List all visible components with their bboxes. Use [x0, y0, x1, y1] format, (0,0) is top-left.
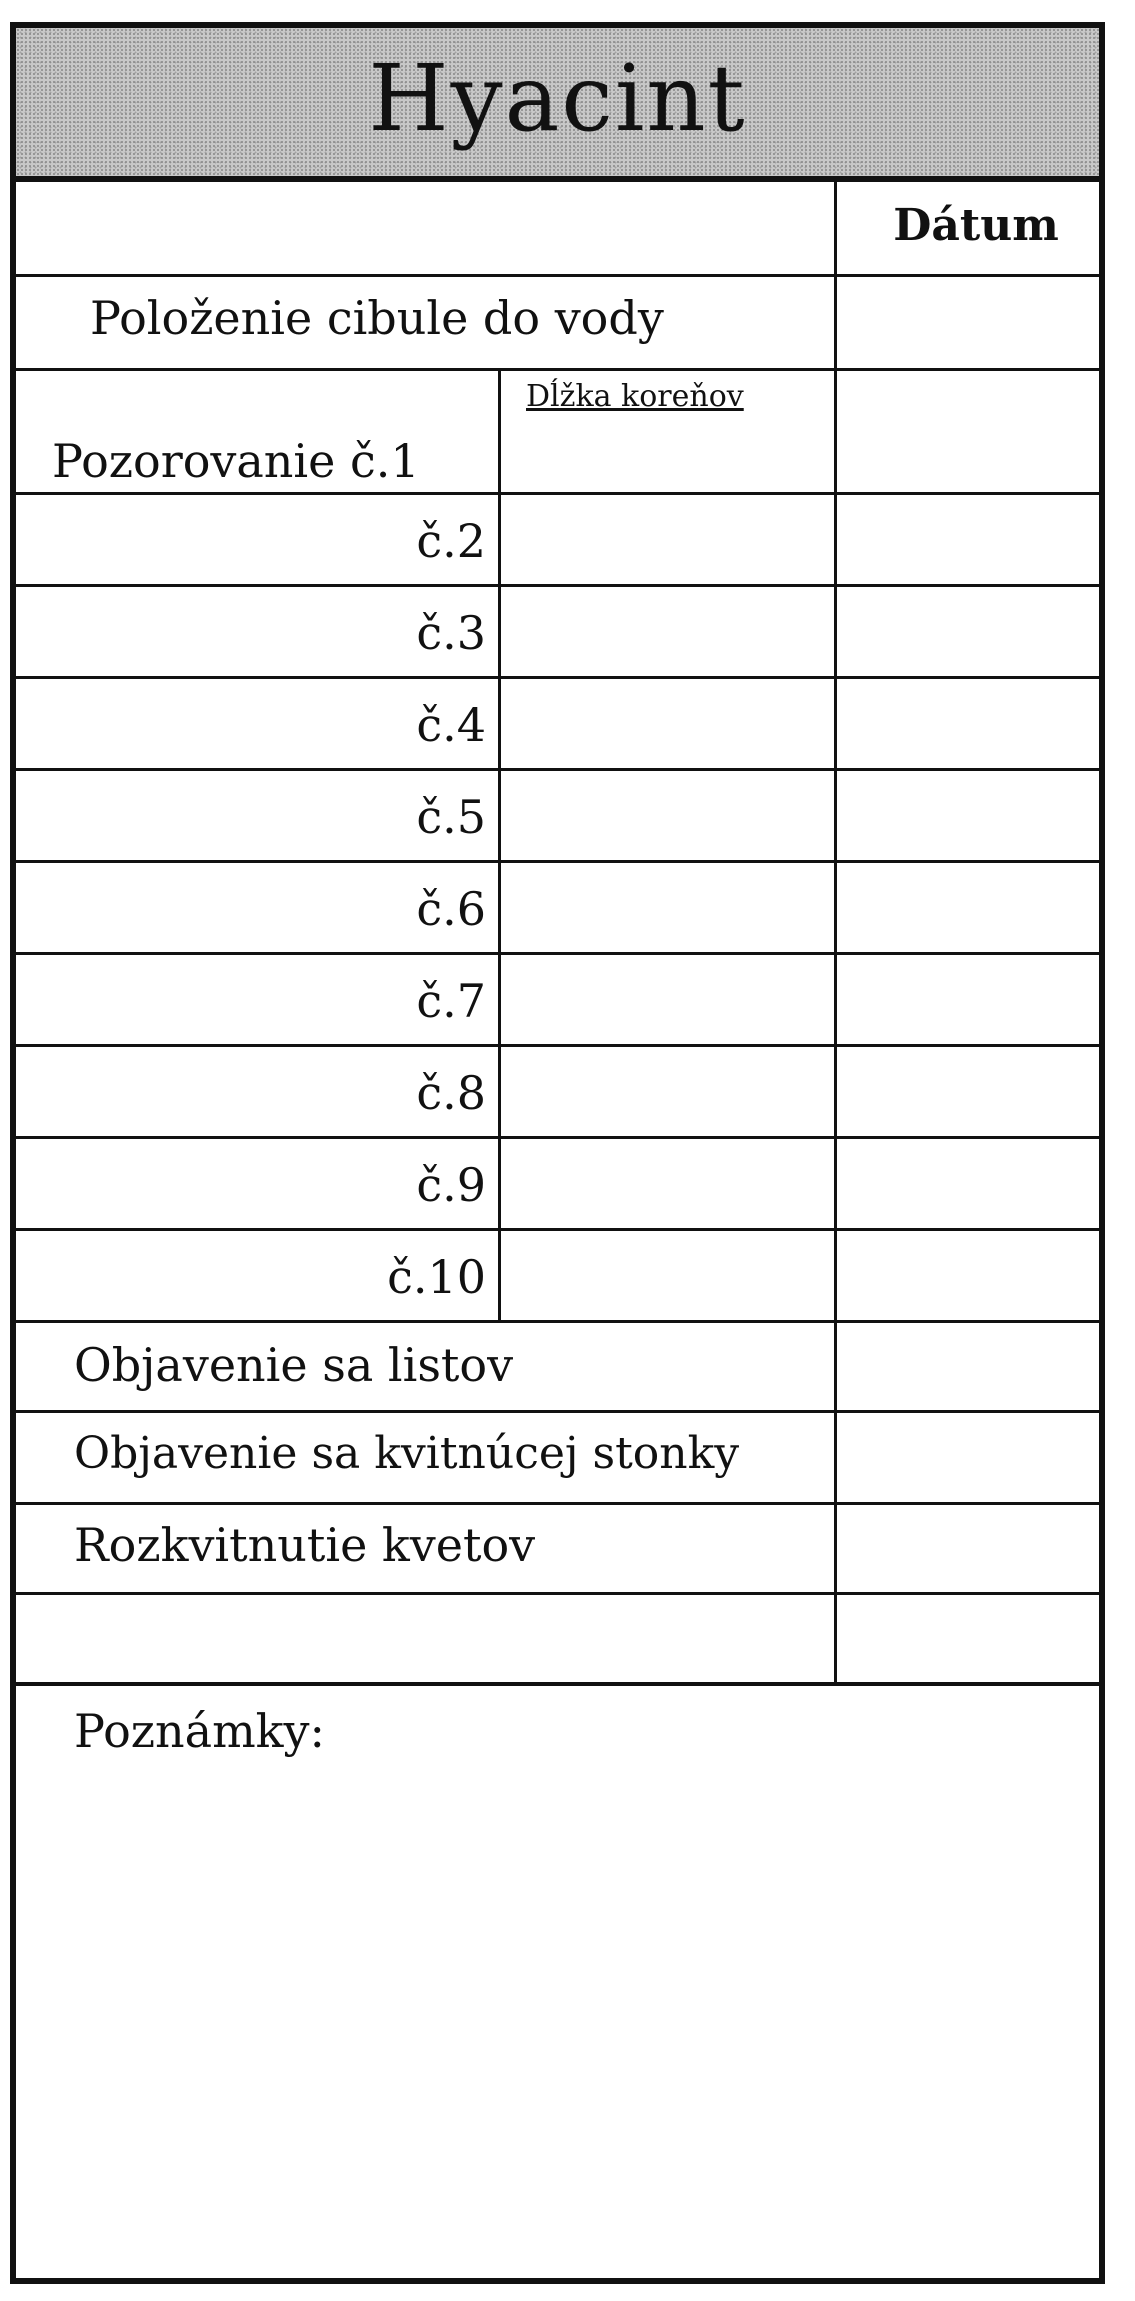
- row-divider: [16, 1682, 1099, 1686]
- stem-appear-label: Objavenie sa kvitnúcej stonky: [74, 1428, 740, 1479]
- row-divider: [16, 860, 1099, 863]
- row-divider: [16, 584, 1099, 587]
- observation-label: č.10: [387, 1250, 486, 1304]
- row-divider: [16, 1228, 1099, 1231]
- root-length-header: Dĺžka koreňov: [526, 379, 744, 414]
- observation-label: č.9: [416, 1158, 486, 1212]
- observation-1-label: Pozorovanie č.1: [52, 434, 420, 488]
- observation-sheet: [10, 22, 1105, 2284]
- observation-label: č.6: [416, 882, 486, 936]
- observation-label: č.8: [416, 1066, 486, 1120]
- title-bar: [16, 28, 1099, 182]
- observation-label: č.5: [416, 790, 486, 844]
- date-column-header: Dátum: [893, 200, 1059, 251]
- date-column-divider: [834, 182, 837, 1682]
- row-divider: [16, 1592, 1099, 1595]
- row-divider: [16, 676, 1099, 679]
- row-divider: [16, 492, 1099, 495]
- row-divider: [16, 1410, 1099, 1413]
- row-divider: [16, 1502, 1099, 1505]
- row-divider: [16, 274, 1099, 277]
- observation-label: č.2: [416, 514, 486, 568]
- page-title: Hyacint: [368, 44, 747, 152]
- row-divider: [16, 1320, 1099, 1323]
- row-divider: [16, 368, 1099, 371]
- observation-label: č.7: [416, 974, 486, 1028]
- flowers-bloom-label: Rozkvitnutie kvetov: [74, 1518, 536, 1572]
- observation-label: č.3: [416, 606, 486, 660]
- row-divider: [16, 1044, 1099, 1047]
- notes-label: Poznámky:: [74, 1704, 326, 1758]
- observation-label: č.4: [416, 698, 486, 752]
- root-column-divider: [498, 368, 501, 1320]
- row-divider: [16, 952, 1099, 955]
- row-divider: [16, 768, 1099, 771]
- row-divider: [16, 1136, 1099, 1139]
- leaves-appear-label: Objavenie sa listov: [74, 1338, 514, 1392]
- bulb-placement-label: Položenie cibule do vody: [90, 291, 664, 345]
